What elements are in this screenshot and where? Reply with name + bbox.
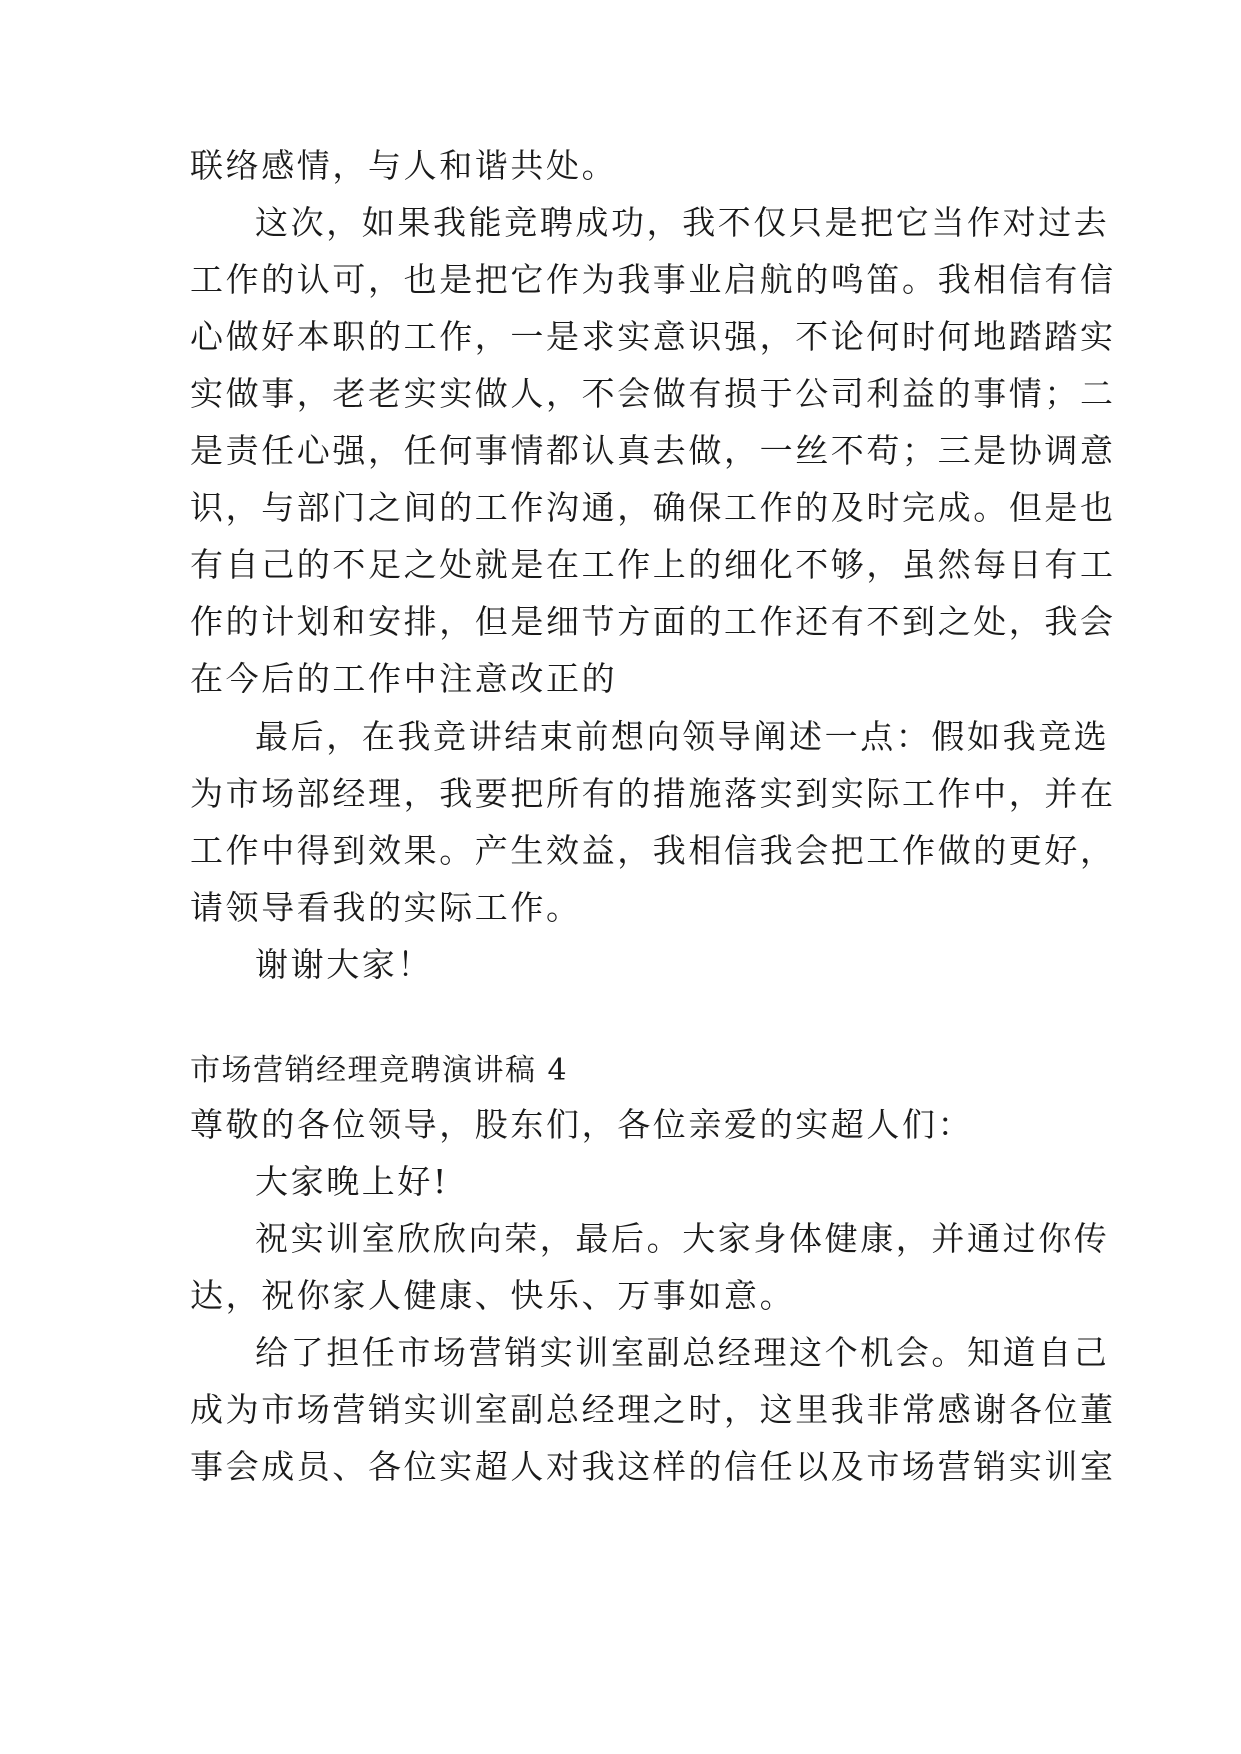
paragraph-line: 祝实训室欣欣向荣，最后。大家身体健康，并通过你传	[255, 1219, 1110, 1258]
paragraph-line: 工作的认可，也是把它作为我事业启航的鸣笛。我相信有信	[190, 260, 1116, 299]
greeting: 大家晚上好!	[255, 1162, 449, 1201]
paragraph-line: 请领导看我的实际工作。	[190, 888, 582, 927]
paragraph-line: 心做好本职的工作，一是求实意识强，不论何时何地踏踏实	[190, 317, 1116, 356]
paragraph-line: 给了担任市场营销实训室副总经理这个机会。知道自己	[255, 1333, 1110, 1372]
paragraph-line: 实做事，老老实实做人，不会做有损于公司利益的事情；二	[190, 374, 1116, 413]
paragraph-line: 为市场部经理，我要把所有的措施落实到实际工作中，并在	[190, 774, 1116, 813]
paragraph-line: 这次，如果我能竞聘成功，我不仅只是把它当作对过去	[255, 203, 1110, 242]
paragraph-line: 工作中得到效果。产生效益，我相信我会把工作做的更好，	[190, 831, 1116, 870]
closing-thanks: 谢谢大家！	[255, 945, 433, 984]
paragraph-line: 作的计划和安排，但是细节方面的工作还有不到之处，我会	[190, 602, 1116, 641]
salutation: 尊敬的各位领导，股东们，各位亲爱的实超人们：	[190, 1105, 974, 1144]
paragraph-line: 达，祝你家人健康、快乐、万事如意。	[190, 1276, 796, 1315]
paragraph-line: 成为市场营销实训室副总经理之时，这里我非常感谢各位董	[190, 1390, 1116, 1429]
section-heading: 市场营销经理竞聘演讲稿 4	[190, 1053, 569, 1088]
paragraph-line: 联络感情，与人和谐共处。	[190, 146, 618, 185]
paragraph-line: 事会成员、各位实超人对我这样的信任以及市场营销实训室	[190, 1447, 1116, 1486]
paragraph-line: 在今后的工作中注意改正的	[190, 659, 618, 698]
paragraph-line: 识，与部门之间的工作沟通，确保工作的及时完成。但是也	[190, 488, 1116, 527]
paragraph-line: 最后，在我竞讲结束前想向领导阐述一点：假如我竞选	[255, 717, 1110, 756]
paragraph-line: 是责任心强，任何事情都认真去做，一丝不苟；三是协调意	[190, 431, 1116, 470]
paragraph-line: 有自己的不足之处就是在工作上的细化不够，虽然每日有工	[190, 545, 1116, 584]
